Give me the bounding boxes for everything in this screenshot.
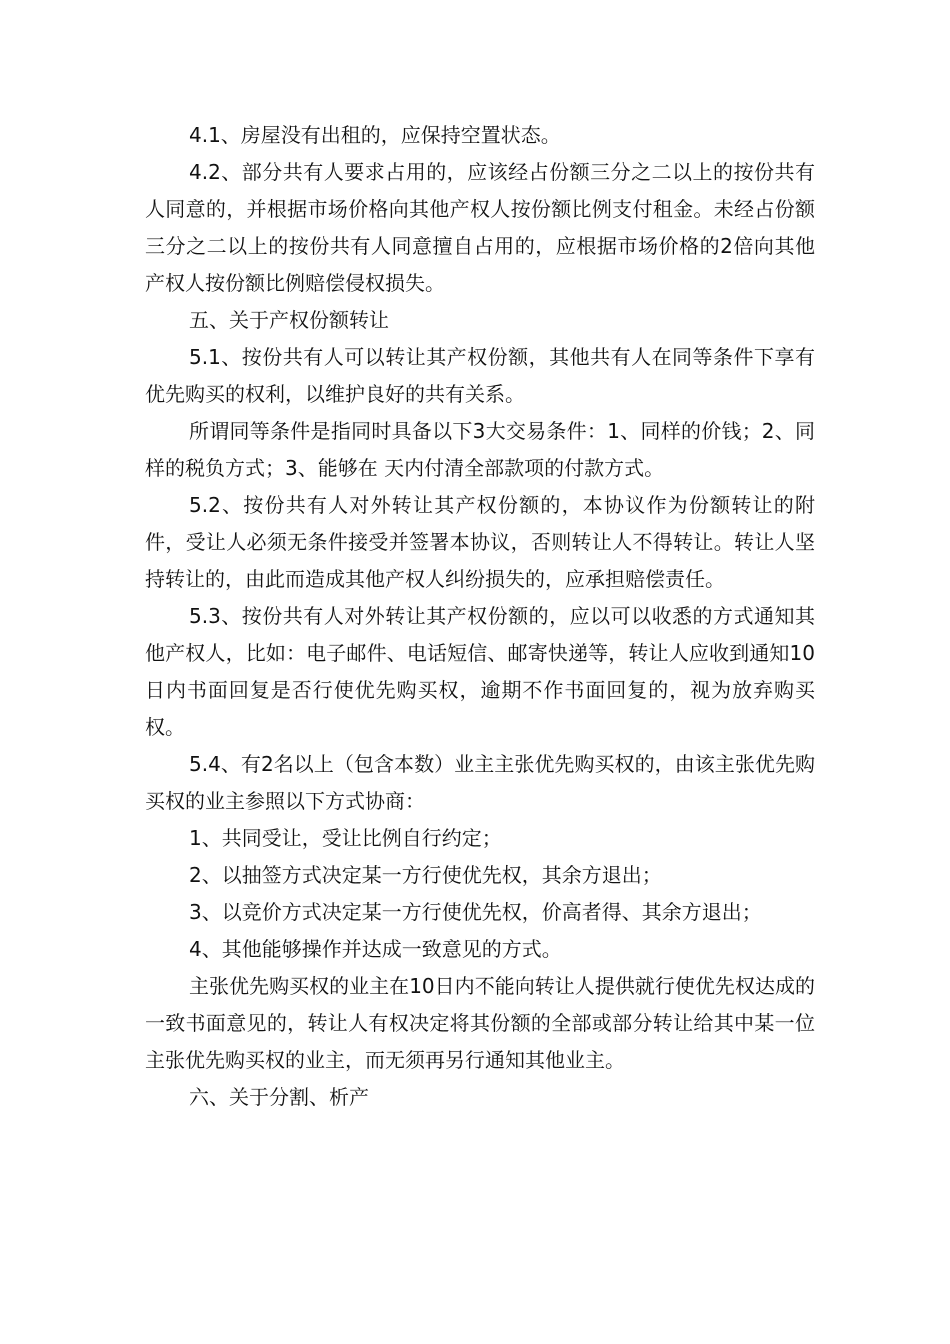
section-5-heading: 五、关于产权份额转让 [189,308,389,332]
negotiation-option-3: 3、以竞价方式决定某一方行使优先权，价高者得、其余方退出； [189,900,762,924]
clause-5-2: 5.2、按份共有人对外转让其产权份额的，本协议作为份额转让的附件，受让人必须无条件接受并签署本协议，否则转让人不得转让。转让人坚持转让的，由此而造成其他产权人纠纷损失的，应承担赔偿责任。 [145,493,815,591]
transfer-decision-paragraph: 主张优先购买权的业主在10日内不能向转让人提供就行使优先权达成的一致书面意见的，转让人有权决定将其份额的全部或部分转让给其中某一位主张优先购买权的业主，而无须再另行通知其他业主。 [145,974,815,1072]
section-6-heading: 六、关于分割、析产 [189,1085,369,1109]
negotiation-option-2: 2、以抽签方式决定某一方行使优先权，其余方退出； [189,863,662,887]
document-body [145,117,815,1116]
clause-4-1: 4.1、房屋没有出租的，应保持空置状态。 [189,123,561,147]
negotiation-option-4: 4、其他能够操作并达成一致意见的方式。 [189,937,562,961]
clause-5-3: 5.3、按份共有人对外转让其产权份额的，应以可以收悉的方式通知其他产权人，比如：电子邮件、电话短信、邮寄快递等，转让人应收到通知10日内书面回复是否行使优先购买权，逾期不作书面回复的，视为放弃购买权。 [145,604,815,739]
clause-5-4: 5.4、有2名以上（包含本数）业主主张优先购买权的，由该主张优先购买权的业主参照以下方式协商： [145,752,815,813]
clause-4-2: 4.2、部分共有人要求占用的，应该经占份额三分之二以上的按份共有人同意的，并根据市场价格向其他产权人按份额比例支付租金。未经占份额三分之二以上的按份共有人同意擅自占用的，应根据市场价格的2倍向其他产权人按份额比例赔偿侵权损失。 [145,160,815,295]
equal-conditions-paragraph: 所谓同等条件是指同时具备以下3大交易条件：1、同样的价钱；2、同样的税负方式；3、能够在 天内付清全部款项的付款方式。 [145,419,815,480]
clause-5-1: 5.1、按份共有人可以转让其产权份额，其他共有人在同等条件下享有优先购买的权利，以维护良好的共有关系。 [145,345,815,406]
negotiation-option-1: 1、共同受让，受让比例自行约定； [189,826,502,850]
